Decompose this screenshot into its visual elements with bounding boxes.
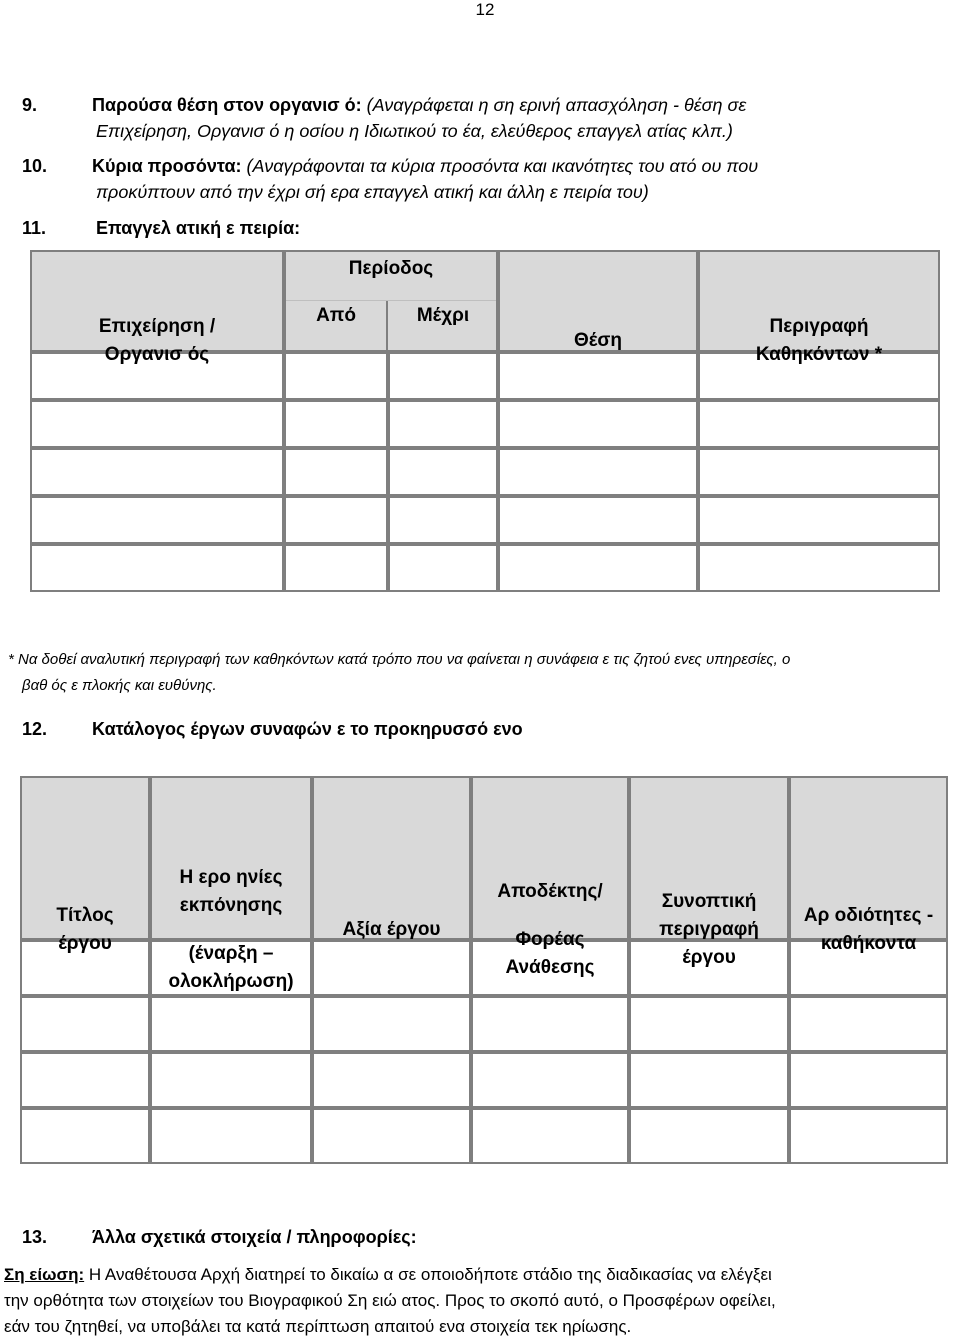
period-separator <box>286 300 496 301</box>
cell-recipient[interactable] <box>471 1108 629 1164</box>
section-10-desc-1: (Αναγράφονται τα κύρια προσόντα και ικανότητες του ατό ου που <box>246 156 759 176</box>
footer-note-label: Ση είωση: <box>4 1265 85 1284</box>
cell-position[interactable] <box>498 352 698 400</box>
cell-dates[interactable] <box>150 1108 312 1164</box>
header-project-dates <box>150 776 312 992</box>
header-dates-line-4: ολοκλήρωση) <box>168 971 294 992</box>
cell-dates[interactable] <box>150 1052 312 1108</box>
section-12-label: Κατάλογος έργων συναφών ε το προκηρυσσό ενο <box>92 719 523 739</box>
table-row <box>20 996 948 1052</box>
table-row <box>30 544 940 592</box>
header-recipient-line-3: Ανάθεσης <box>505 957 595 978</box>
cell-from[interactable] <box>284 544 388 592</box>
section-9-label: Παρούσα θέση στον οργανισ ό: <box>92 95 362 115</box>
cell-summary[interactable] <box>629 1108 789 1164</box>
projects-table <box>20 776 948 1164</box>
header-project-title <box>20 776 150 954</box>
section-number: 13. <box>22 1227 48 1247</box>
cell-title[interactable] <box>20 1052 150 1108</box>
cell-position[interactable] <box>498 544 698 592</box>
cell-from[interactable] <box>284 496 388 544</box>
table-row <box>30 400 940 448</box>
header-dates-line-3: (έναρξη – <box>188 943 274 964</box>
footer-note-line-1 <box>4 1262 958 1288</box>
cell-from[interactable] <box>284 448 388 496</box>
header-position <box>498 250 698 352</box>
experience-note-2: βαθ ός ε πλοκής και ευθύνης. <box>22 677 217 694</box>
experience-table <box>30 250 940 592</box>
section-10-desc-2: προκύπτουν από την έχρι σή ερα επαγγελ ατική και άλλη ε πειρία του) <box>96 182 649 202</box>
table-row <box>30 496 940 544</box>
cell-duties[interactable] <box>698 448 940 496</box>
section-9 <box>22 92 37 118</box>
table-row <box>30 448 940 496</box>
header-summary-line-3: έργου <box>682 947 736 968</box>
header-title-line-1: Τίτλος <box>56 905 114 926</box>
header-summary-line-1: Συνοπτική <box>661 891 757 912</box>
header-company-line-1: Επιχείρηση / <box>98 316 216 337</box>
cell-company[interactable] <box>30 448 284 496</box>
cell-title[interactable] <box>20 996 150 1052</box>
header-dates-line-1: Η ερο ηνίες <box>179 867 283 888</box>
cell-from[interactable] <box>284 400 388 448</box>
section-9-desc-2: Επιχείρηση, Οργανισ ό η οσίου η Ιδιωτικού το έα, ελεύθερος επαγγελ ατίας κλπ.) <box>96 121 733 141</box>
cell-company[interactable] <box>30 496 284 544</box>
footer-note-line-2: την ορθότητα των στοιχείων του Βιογραφικού Ση ειώ ατος. Προς το σκοπό αυτό, ο Προσφέρων οφείλει, <box>4 1291 776 1310</box>
header-duties-line-1: Περιγραφή <box>769 316 869 337</box>
section-number: 9. <box>22 95 38 115</box>
section-12 <box>22 716 47 742</box>
section-13-label: Άλλα σχετικά στοιχεία / πληροφορίες: <box>92 1227 417 1247</box>
header-position-label: Θέση <box>574 330 622 351</box>
section-10-text <box>92 153 952 179</box>
section-number: 11. <box>22 218 47 238</box>
cell-value[interactable] <box>312 996 471 1052</box>
cell-duties[interactable] <box>789 1108 948 1164</box>
cell-to[interactable] <box>388 544 498 592</box>
section-13 <box>22 1224 47 1250</box>
header-to: Μέχρι <box>416 305 470 326</box>
footer-note-line-3: εάν του ζητηθεί, να υποβάλει τα κατά περίπτωση απαιτού ενα στοιχεία τεκ ηρίωσης. <box>4 1317 632 1336</box>
cell-position[interactable] <box>498 448 698 496</box>
header-company <box>30 250 284 365</box>
header-period <box>284 250 498 352</box>
cell-summary[interactable] <box>629 996 789 1052</box>
header-summary-line-2: περιγραφή <box>659 919 759 940</box>
cell-value[interactable] <box>312 1108 471 1164</box>
cell-to[interactable] <box>388 496 498 544</box>
cell-recipient[interactable] <box>471 1052 629 1108</box>
cell-value[interactable] <box>312 940 471 996</box>
section-11-label: Επαγγελ ατική ε πειρία: <box>96 218 301 238</box>
header-from: Από <box>316 305 356 326</box>
header-project-recipient <box>471 776 629 978</box>
section-11 <box>22 215 46 241</box>
cell-summary[interactable] <box>629 1052 789 1108</box>
header-recipient-line-1: Αποδέκτης/ <box>497 881 603 902</box>
header-recipient-line-2: Φορέας <box>515 929 585 950</box>
cell-duties[interactable] <box>789 1052 948 1108</box>
cell-company[interactable] <box>30 400 284 448</box>
section-number: 12. <box>22 719 48 739</box>
section-10 <box>22 153 47 179</box>
cell-to[interactable] <box>388 352 498 400</box>
header-duties <box>698 250 940 365</box>
cell-title[interactable] <box>20 1108 150 1164</box>
header-value-label: Αξία έργου <box>342 919 441 940</box>
cell-recipient[interactable] <box>471 996 629 1052</box>
section-10-label: Κύρια προσόντα: <box>92 156 242 176</box>
cell-duties[interactable] <box>698 544 940 592</box>
cell-to[interactable] <box>388 448 498 496</box>
table-row <box>20 1108 948 1164</box>
period-divider <box>386 300 388 350</box>
header-project-summary <box>629 776 789 968</box>
section-9-desc-1: (Αναγράφεται η ση ερινή απασχόληση - θέση σε <box>366 95 747 115</box>
page-number: 12 <box>475 0 495 19</box>
header-project-duties <box>789 776 948 954</box>
cell-company[interactable] <box>30 544 284 592</box>
header-period-label: Περίοδος <box>348 258 434 279</box>
header-duties-line-2: καθήκοντα <box>820 933 917 954</box>
section-9-text <box>92 92 952 118</box>
header-duties-line-1: Αρ οδιότητες - <box>803 905 934 926</box>
cell-duties[interactable] <box>789 996 948 1052</box>
header-duties-line-2: Καθηκόντων * <box>755 344 883 365</box>
table-row <box>20 1052 948 1108</box>
cell-duties[interactable] <box>698 496 940 544</box>
header-title-line-2: έργου <box>58 933 112 954</box>
header-dates-line-2: εκπόνησης <box>179 895 283 916</box>
cell-to[interactable] <box>388 400 498 448</box>
section-number: 10. <box>22 156 48 176</box>
cell-position[interactable] <box>498 400 698 448</box>
cell-from[interactable] <box>284 352 388 400</box>
experience-note-1: * Να δοθεί αναλυτική περιγραφή των καθηκόντων κατά τρόπο που να φαίνεται η συνάφεια ε τις ζητού ενες υπηρεσίες, ο <box>8 651 791 668</box>
cell-position[interactable] <box>498 496 698 544</box>
cell-duties[interactable] <box>698 400 940 448</box>
cell-dates[interactable] <box>150 996 312 1052</box>
header-company-line-2: Οργανισ ός <box>104 344 210 365</box>
header-project-value <box>312 776 471 940</box>
footer-note-text-1: Η Αναθέτουσα Αρχή διατηρεί το δικαίω α σε οποιοδήποτε στάδιο της διαδικασίας να ελέγξει <box>88 1265 772 1284</box>
cell-value[interactable] <box>312 1052 471 1108</box>
